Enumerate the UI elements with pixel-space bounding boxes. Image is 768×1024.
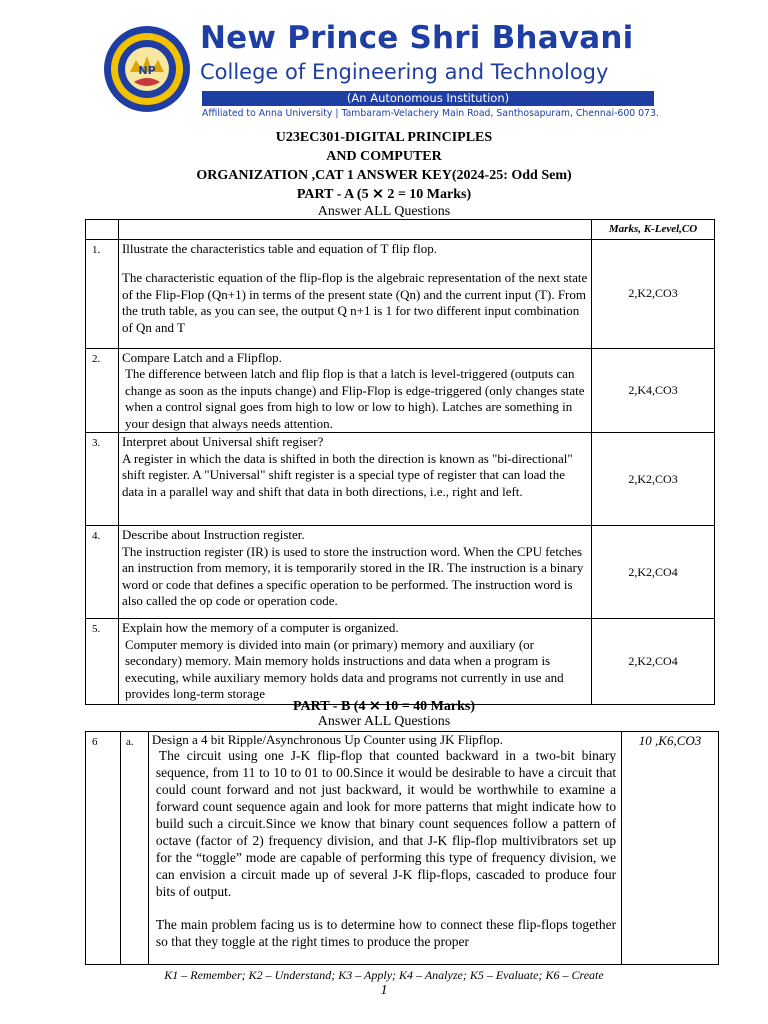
answer-text: A register in which the data is shifted in both the direction is known as "bi-directional" shift register. A "Universal" shift register is a special type of register that can load the data in a parallel way and shift that data in both directions, i.e., right and left. — [121, 450, 573, 499]
question-row — [86, 732, 719, 965]
marks-klevel-co: 10 ,K6,CO3 — [622, 732, 719, 965]
question-number: 1. — [86, 239, 119, 348]
question-number: 6 — [86, 732, 121, 965]
course-title-line3: ORGANIZATION ,CAT 1 ANSWER KEY(2024-25: Odd Sem) — [196, 168, 572, 183]
college-name: New Prince Shri Bhavani — [200, 20, 634, 56]
question-text: Illustrate the characteristics table and equation of T flip flop. — [121, 240, 437, 256]
part-a-header-row — [86, 220, 715, 240]
question-text: Describe about Instruction register. — [121, 527, 305, 542]
page-number: 1 — [380, 983, 388, 998]
question-row — [86, 348, 715, 433]
marks-klevel-co: 2,K2,CO4 — [592, 526, 715, 619]
question-text: Design a 4 bit Ripple/Asynchronous Up Counter using JK Flipflop. — [151, 732, 503, 747]
question-text: Interpret about Universal shift regiser? — [121, 434, 324, 449]
marks-klevel-co: 2,K2,CO3 — [592, 433, 715, 526]
course-title-line2: AND COMPUTER — [326, 149, 442, 164]
question-number: 4. — [86, 526, 119, 619]
question-text: Compare Latch and a Flipflop. — [121, 349, 282, 365]
marks-klevel-co: 2,K2,CO3 — [592, 239, 715, 348]
course-title-line1: U23EC301-DIGITAL PRINCIPLES — [275, 130, 493, 145]
question-number: 5. — [86, 619, 119, 705]
marks-klevel-co: 2,K4,CO3 — [592, 348, 715, 433]
college-logo — [102, 24, 192, 114]
answer-text: Computer memory is divided into main (or primary) memory and auxiliary (or secondary) memory. Main memory holds instructions and data when a program is executing, while auxiliary memory holds data and programs not currently in use and provides long-term storage — [124, 636, 564, 701]
marks-column-header: Marks, K-Level,CO — [592, 220, 715, 240]
affiliation-line: Affiliated to Anna University | Tambaram-Velachery Main Road, Santhosapuram, Chennai-600 073. — [202, 108, 659, 119]
part-a-instructions: Answer ALL Questions — [317, 204, 451, 219]
sub-question-label: a. — [120, 732, 148, 965]
question-row — [86, 433, 715, 526]
answer-text: The characteristic equation of the flip-flop is the algebraic representation of the next state of the Flip-Flop (Qn+1) in terms of the present state (Qn) and the current input (T). From the truth table, as you can see, the output Q n+1 is 1 for two different input combination of Qn and T — [121, 270, 588, 335]
autonomous-banner: (An Autonomous Institution) — [202, 91, 654, 106]
part-b-table — [85, 731, 719, 965]
answer-paragraph: The main problem facing us is to determine how to connect these flip-flops together so that they toggle at the right times to produce the proper — [155, 917, 617, 949]
question-number: 2. — [86, 348, 119, 433]
question-row — [86, 619, 715, 705]
answer-text: The instruction register (IR) is used to store the instruction word. When the CPU fetches an instruction from memory, it is temporarily stored in the IR. The instruction is a binary word or code that defines a specific operation to be performed. The instruction word is also called the op code or operation code. — [121, 543, 584, 608]
college-header — [96, 14, 676, 122]
part-b-heading: PART - B (4 ⨯ 10 = 40 Marks) — [292, 699, 476, 714]
svg-text:NP: NP — [138, 64, 156, 77]
question-row — [86, 526, 715, 619]
answer-text: The difference between latch and flip flop is that a latch is level-triggered (outputs can change as soon as the inputs change) and Flip-Flop is edge-triggered (only changes state when a control signal goes from high to low or low to high). Latches are something in your design that always needs attention. — [124, 366, 585, 431]
part-a-heading: PART - A (5 ⨯ 2 = 10 Marks) — [296, 187, 472, 202]
part-a-table — [85, 219, 715, 705]
question-text: Explain how the memory of a computer is organized. — [121, 620, 399, 635]
question-number: 3. — [86, 433, 119, 526]
college-subtitle: College of Engineering and Technology — [200, 60, 609, 84]
answer-paragraph: The circuit using one J-K flip-flop that counted backward in a two-bit binary sequence, from 11 to 10 to 01 to 00.Since it would be desirable to have a circuit that could count forward and not just backward, it would be worthwhile to examine a forward count sequence again and look for more patterns that might indicate how to build such a circuit.Since we know that binary count sequences follow a pattern of octave (factor of 2) frequency division, and that J-K flip-flop multivibrators set up for the “toggle” mode are capable of performing this type of frequency division, we can envision a circuit made up of several J-K flip-flops, cascaded to produce four bits of output. — [155, 748, 617, 899]
k-level-legend: K1 – Remember; K2 – Understand; K3 – Apply; K4 – Analyze; K5 – Evaluate; K6 – Create — [164, 968, 604, 982]
question-row — [86, 239, 715, 348]
part-b-instructions: Answer ALL Questions — [317, 714, 451, 729]
marks-klevel-co: 2,K2,CO4 — [592, 619, 715, 705]
